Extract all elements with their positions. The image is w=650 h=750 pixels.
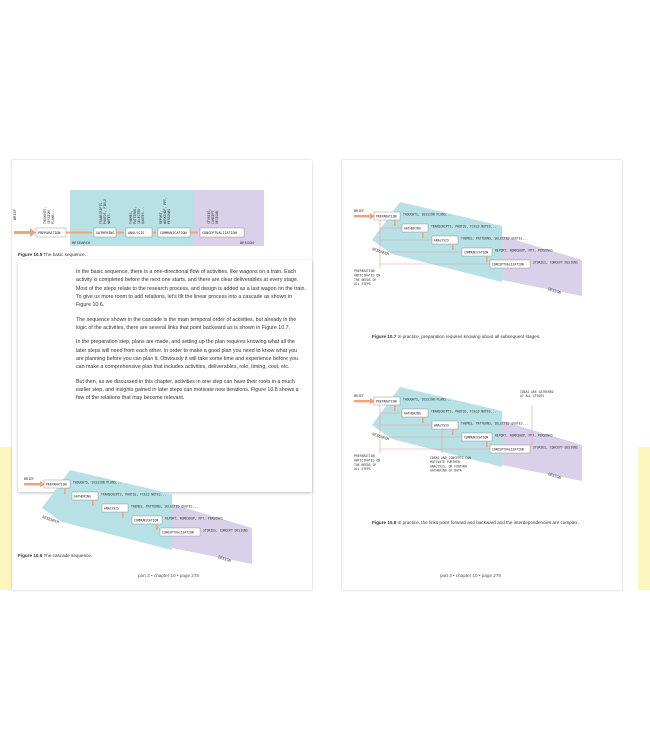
- output-label: REPORT,: [159, 210, 163, 224]
- page-footer-right: part 3 • chapter 10 • page 279: [440, 573, 501, 578]
- step-label: GATHERING: [404, 411, 421, 416]
- output-label: TRANSCRIPTS, PHOTOS, FIELD NOTES...: [431, 409, 497, 414]
- output-label: REPORT, WORKSHOP, PPT, PERSONAS: [165, 516, 223, 521]
- note-prep: PREPARATION: [354, 269, 375, 273]
- fig8-label: Figure 10.8: [372, 520, 397, 525]
- note-prep: ANTICIPATES ON: [354, 458, 381, 463]
- output-label: PHOTOS, FIELD: [103, 199, 107, 224]
- flow-arrow: [422, 232, 424, 238]
- body-text: [76, 268, 306, 409]
- output-label: THOUGHTS, SESSION PLANS...: [73, 480, 122, 485]
- figure-10-5: [12, 160, 312, 260]
- fig8-text: In practice, the links point forward and backward and the interdependencies are complex.: [397, 520, 579, 525]
- output-label: TRANSCRIPTS, PHOTOS, FIELD NOTES...: [431, 224, 497, 229]
- design-area: [194, 190, 264, 246]
- output-label: THEMES, PATTERNS, SELECTED QUOTES...: [131, 504, 199, 509]
- flow-arrow: [486, 441, 488, 447]
- note-ideas-gathered: IDEAS ARE GATHERED: [520, 390, 554, 394]
- note-prep: PREPARATION: [354, 454, 375, 458]
- brief-label: BRIEF: [24, 477, 35, 481]
- brief-label: BRIEF: [354, 394, 365, 398]
- flow-arrow: [156, 524, 158, 530]
- flow-arrow: [152, 232, 156, 234]
- step-label: GATHERING: [404, 226, 421, 231]
- paragraph: But then, as we discussed in this chapter, activities in one step can have their roots in a much earlier step, and insights gained in later steps can motivate new iterations. Figure 10.8 shows a few of the relations that may become relevant.: [76, 378, 299, 402]
- fig5-caption: [18, 252, 86, 257]
- note-ideas-motivate: ANALYSIS, OR FURTHER: [430, 464, 468, 469]
- yellow-band-left: [0, 447, 12, 590]
- output-label: CONCEPT: [211, 210, 215, 224]
- step-label: ANALYSIS: [104, 506, 119, 511]
- yellow-band-right: [638, 447, 650, 590]
- note-prep: THE NEEDS OF: [354, 277, 377, 282]
- step-label: COMMUNICATION: [160, 231, 187, 235]
- step-label: ANALYSIS: [434, 423, 449, 428]
- flow-arrow: [394, 220, 396, 226]
- research-label: RESEARCH: [41, 515, 60, 525]
- step-label: PREPARATION: [376, 214, 397, 219]
- fig6-label: Figure 10.6: [18, 553, 43, 558]
- step-label: ANALYSIS: [128, 231, 145, 235]
- output-label: THEMES, PATTERNS, SELECTED QUOTES...: [461, 236, 529, 241]
- output-label: STORIES, CONCEPT DESIGNS: [533, 260, 578, 265]
- fig7-caption: [372, 334, 540, 339]
- note-ideas-motivate: MOTIVATE FURTHER: [430, 460, 460, 465]
- research-label: RESEARCH: [72, 240, 91, 245]
- brief-arrow: [14, 231, 30, 234]
- output-label: REPORT, WORKSHOP, PPT, PERSONAS: [495, 433, 553, 438]
- flow-arrow: [66, 232, 92, 234]
- flow-arrow: [486, 256, 488, 262]
- output-label: TRANSCRIPTS,: [99, 200, 103, 224]
- left-page: [12, 160, 312, 590]
- page-footer-left: part 3 • chapter 10 • page 278: [138, 573, 199, 578]
- output-label: STORIES,: [207, 208, 211, 224]
- output-label: THEMES,: [129, 210, 133, 224]
- flow-arrow: [122, 512, 124, 518]
- fig5-text: The basic sequence.: [43, 252, 86, 257]
- flow-arrow: [92, 500, 94, 506]
- right-page: [342, 160, 622, 590]
- output-label: THOUGHTS, SESSION PLANS...: [403, 397, 452, 402]
- note-ideas-motivate: GATHERING OF DATA: [430, 468, 462, 473]
- step-label: COMMUNICATION: [134, 518, 159, 523]
- output-label: SELECTED: [137, 208, 141, 224]
- figure-10-8: [342, 375, 622, 525]
- output-label: STORIES, CONCEPT DESIGNS: [533, 445, 578, 450]
- output-label: PLANS...: [51, 208, 55, 224]
- output-label: NOTES...: [107, 208, 111, 224]
- output-label: THEMES, PATTERNS, SELECTED QUOTES...: [461, 421, 529, 426]
- figure-10-7: [342, 190, 622, 370]
- fig6-text: The cascade sequence.: [43, 553, 93, 558]
- note-ideas-motivate: IDEAS AND CONCEPTS CAN: [430, 456, 471, 460]
- brief-label: BRIEF: [354, 209, 365, 213]
- research-label: RESEARCH: [371, 432, 390, 442]
- step-label: COMMUNICATION: [464, 435, 489, 440]
- design-label: DESIGN: [547, 472, 562, 480]
- step-label: PREPARATION: [46, 482, 67, 487]
- note-prep: ANTICIPATES ON: [354, 273, 381, 278]
- note-ideas-gathered: AT ALL STAGES: [520, 394, 545, 399]
- output-label: QUOTES...: [141, 206, 145, 224]
- research-label: RESEARCH: [371, 247, 390, 257]
- flow-arrow: [422, 417, 424, 423]
- output-label: STORIES, CONCEPT DESIGNS: [203, 528, 248, 533]
- note-prep: THE NEEDS OF: [354, 462, 377, 467]
- step-label: CONCEPTUALIZATION: [202, 231, 237, 235]
- brief-arrow: [24, 483, 40, 485]
- flow-arrow: [452, 244, 454, 250]
- output-label: THOUGHTS,: [43, 206, 47, 224]
- brief-arrow: [354, 215, 370, 217]
- step-label: CONCEPTUALIZATION: [162, 530, 194, 535]
- flow-arrow: [394, 405, 396, 411]
- output-label: SESSION: [47, 210, 51, 224]
- paragraph: In the preparation step, plans are made, and setting up the plan requires knowing what all the later steps will need from each other. In order to make a good plan you need to know what you are planning before you can plan it. Obviously it will take some time and experience before you can make a comprehensive plan that includes activities, deliverables, role, timing, cost, etc.: [76, 339, 299, 371]
- output-label: TRANSCRIPTS, PHOTOS, FIELD NOTES...: [101, 492, 167, 497]
- paragraph: In the basic sequence, there is a one-directional flow of activities, like wagons on a train. Each activity is completed before the next one starts, and there are clear deliverables at every stage. Most of the steps relate to the research process, and design is added as a last wagon on the train. To give us more room to add relations, let's tilt the linear process into a cascade as shown in Figure 10.6.: [76, 269, 306, 309]
- fig5-label: Figure 10.5: [18, 252, 43, 257]
- fig8-caption: [372, 520, 579, 525]
- note-prep: ALL STEPS: [354, 282, 371, 287]
- output-label: DESIGNS: [215, 210, 219, 224]
- step-label: ANALYSIS: [434, 238, 449, 243]
- output-label: PATTERNS,: [133, 206, 137, 224]
- step-label: GATHERING: [74, 494, 91, 499]
- step-label: CONCEPTUALIZATION: [492, 262, 524, 267]
- design-label: DESIGN: [217, 555, 232, 563]
- flow-arrow: [190, 232, 198, 234]
- brief-arrow-head: [30, 228, 36, 237]
- flow-arrow: [64, 488, 66, 494]
- brief-label: BRIEF: [13, 209, 17, 220]
- step-label: PREPARATION: [376, 399, 397, 404]
- output-label: PERSONAS: [167, 208, 171, 224]
- figure-10-6: [12, 440, 312, 590]
- output-label: REPORT, WORKSHOP, PPT, PERSONAS: [495, 248, 553, 253]
- design-label: DESIGN: [240, 240, 254, 245]
- step-label: GATHERING: [96, 231, 115, 235]
- output-label: THOUGHTS, SESSION PLANS...: [403, 212, 452, 217]
- brief-arrow: [354, 400, 370, 402]
- note-prep: ALL STEPS: [354, 467, 371, 472]
- output-label: WORKSHOP, PPT,: [163, 197, 167, 224]
- step-label: COMMUNICATION: [464, 250, 489, 255]
- fig7-label: Figure 10.7: [372, 334, 397, 339]
- step-label: CONCEPTUALIZATION: [492, 447, 524, 452]
- fig7-text: In practice, preparation requires knowing about all subsequent stages.: [397, 334, 541, 339]
- flow-arrow: [452, 429, 454, 435]
- fig6-caption: [18, 553, 92, 558]
- flow-arrow: [116, 232, 124, 234]
- step-label: PREPARATION: [38, 231, 61, 235]
- design-label: DESIGN: [547, 287, 562, 295]
- paragraph: The sequence shown in the cascade is the main temporal order of activities, but already in the logic of the activities, there are several links that point backward as is shown in Figure 10.7.: [76, 316, 297, 331]
